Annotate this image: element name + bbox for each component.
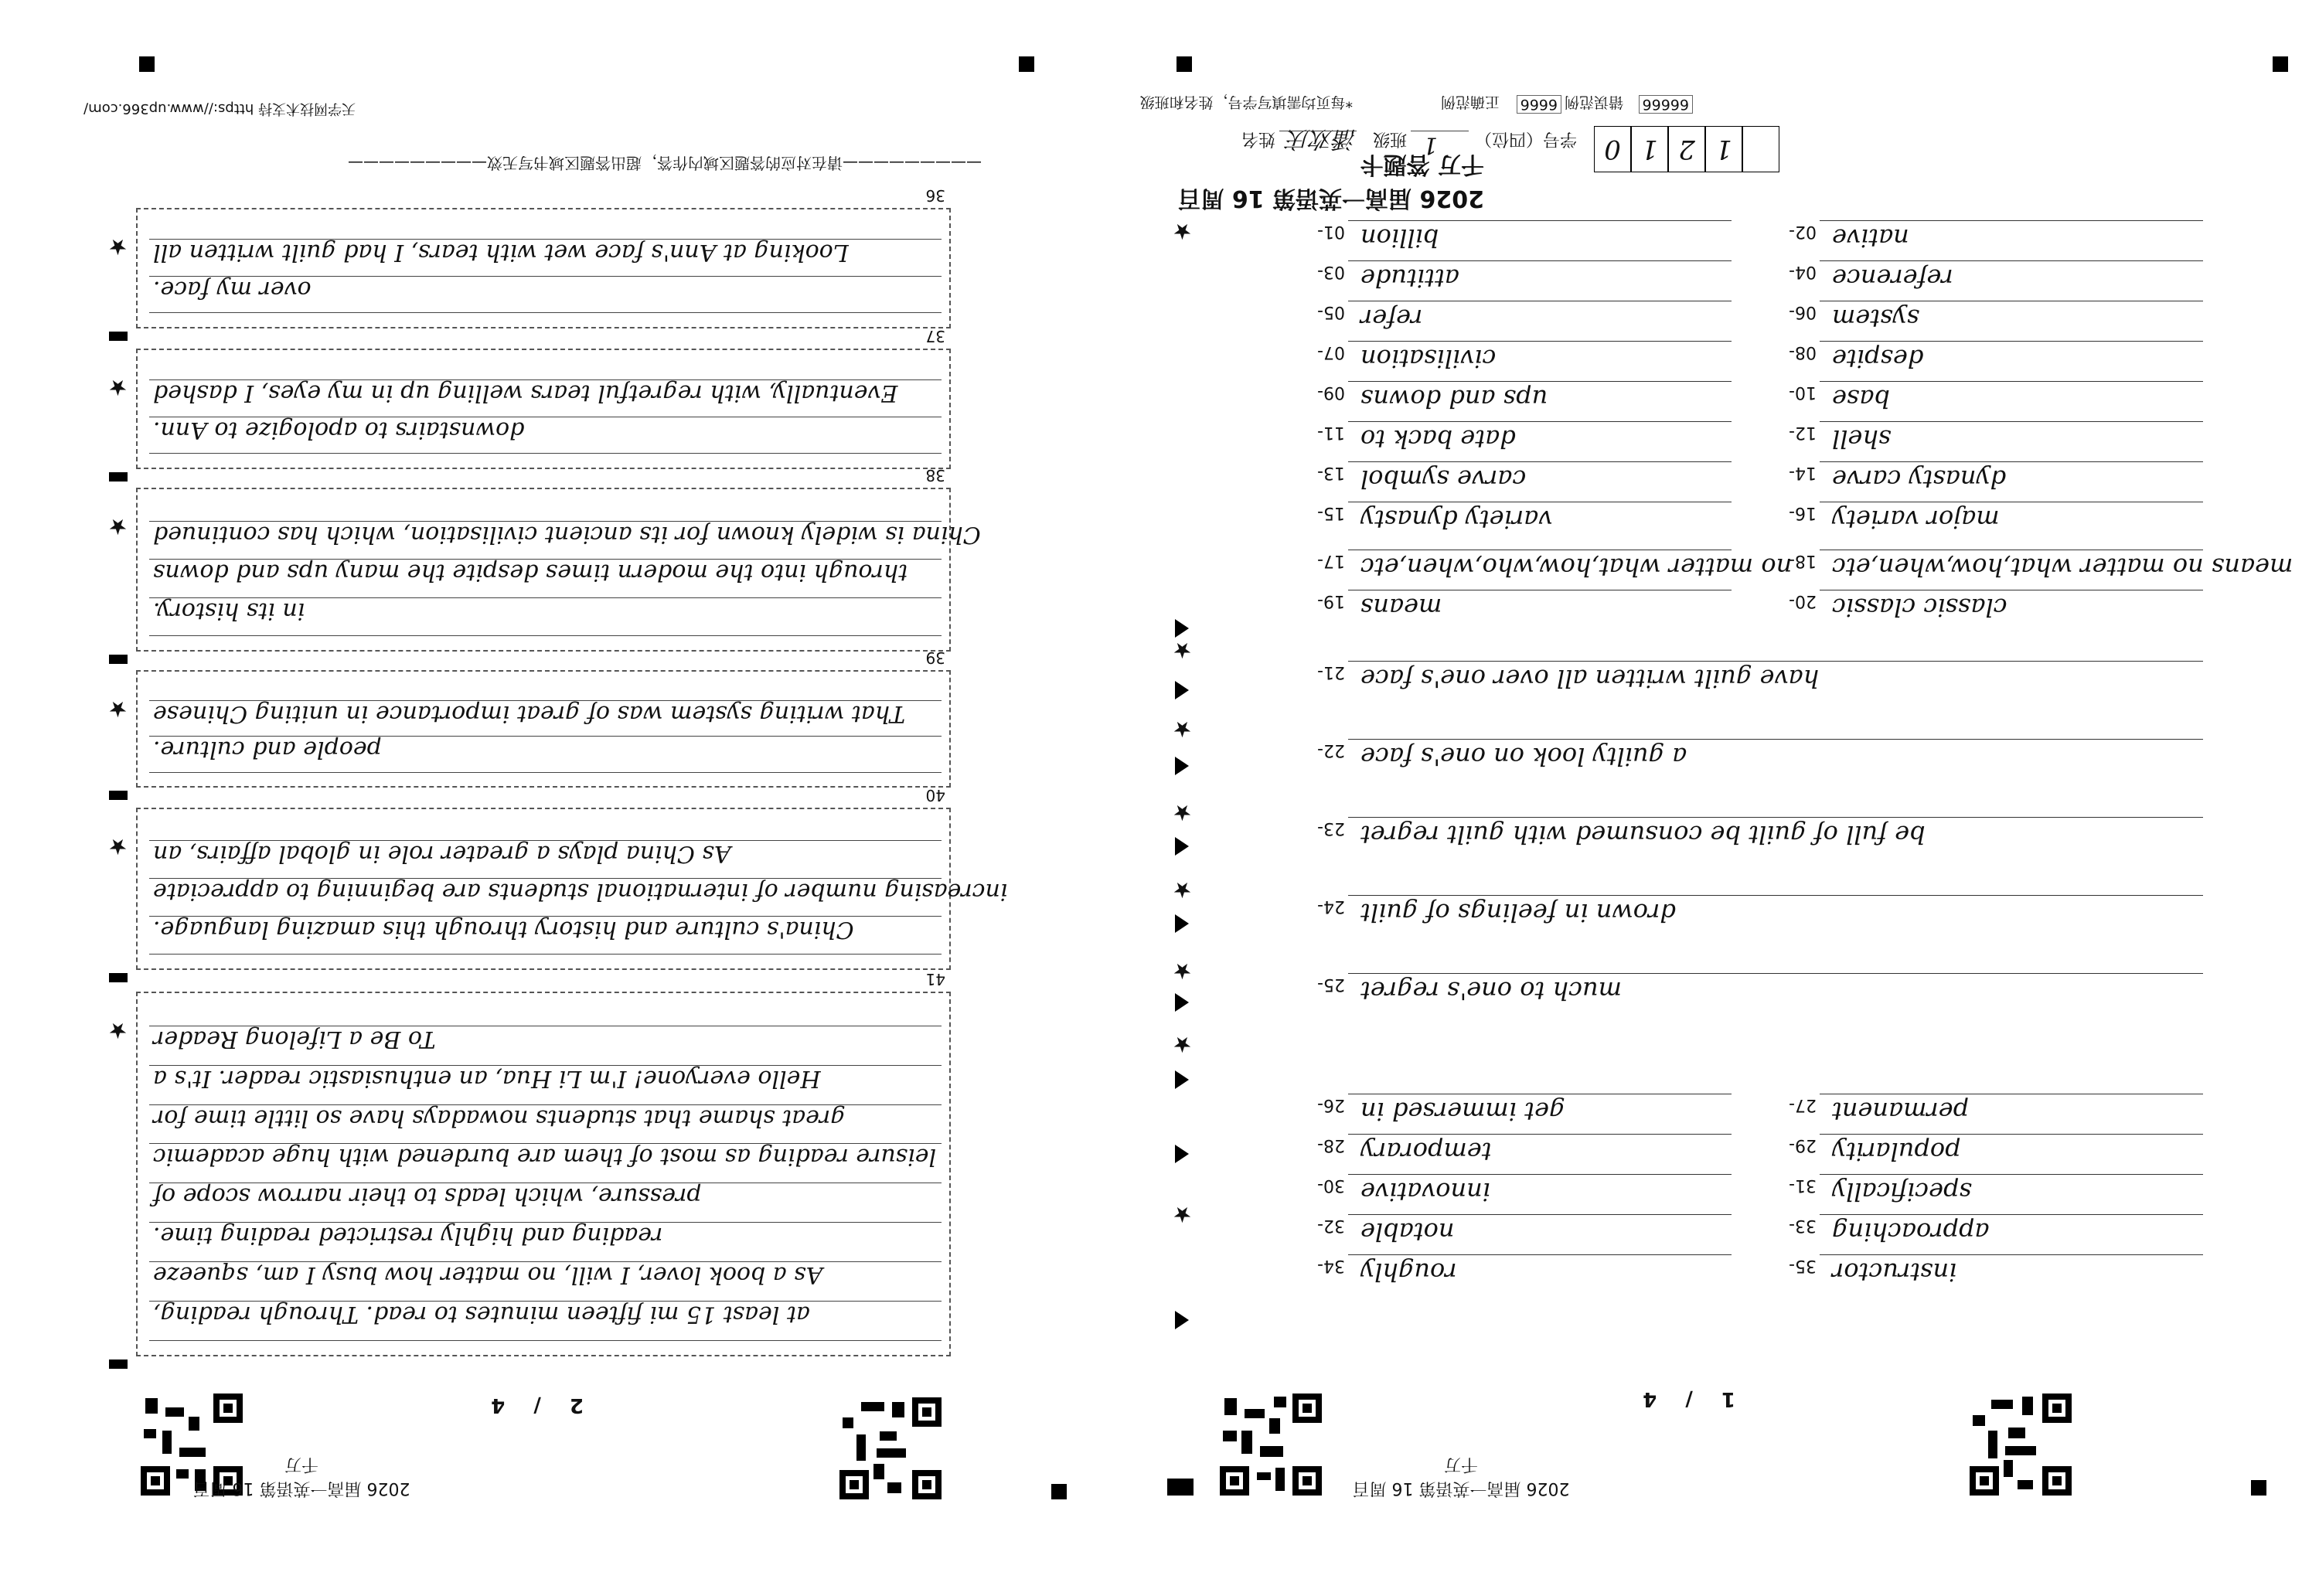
writing-line (149, 954, 942, 955)
registration-mark (1177, 56, 1192, 72)
handwritten-answer: much to one's regret (1360, 976, 1622, 1006)
answer-box-39 (136, 648, 951, 788)
answer-line (1348, 421, 1732, 422)
writing-line (149, 1340, 942, 1341)
answer-row (1770, 1211, 2203, 1245)
answer-row (1770, 587, 2203, 621)
answer-row (1299, 257, 1732, 291)
question-number: 26- (1317, 1095, 1345, 1114)
card-title: 2026 届高一英语第 16 周百千万 答题卡 (1177, 151, 1484, 212)
handwritten-answer: billion (1360, 223, 1439, 253)
question-number: 04- (1789, 262, 1817, 281)
answer-row (1299, 458, 1732, 492)
page-number: 2 / 4 (480, 1394, 584, 1417)
registration-mark (1051, 1484, 1067, 1499)
handwritten-answer: native (1832, 223, 1909, 253)
question-number: 02- (1789, 222, 1817, 241)
handwritten-line: leisure reading as most of them are burdened with huge academic (153, 1143, 937, 1171)
qr-code (1220, 1394, 1322, 1496)
question-number: 16- (1789, 503, 1817, 522)
fill-correct-label: 正确范例 (1440, 94, 1500, 111)
question-number: 15- (1317, 503, 1345, 522)
star-marker: ★ (1172, 1202, 1192, 1227)
qr-code (839, 1397, 942, 1499)
question-number: 25- (1317, 975, 1345, 994)
handwritten-line: That writing system was of great importance in uniting Chinese (153, 700, 906, 728)
answer-row (1299, 1251, 1732, 1285)
triangle-marker (1175, 837, 1189, 856)
answer-row (1770, 458, 2203, 492)
handwritten-answer: civilisation (1360, 344, 1497, 373)
answer-row (1299, 1131, 1732, 1165)
box-marker (109, 332, 128, 341)
box-number: 39 (925, 648, 945, 667)
name-value: 潘欢庆 (1287, 125, 1357, 152)
handwritten-line: Hello everyone! I'm Li Hua, an enthusiastic reader. It's a (153, 1064, 821, 1092)
star-marker: ★ (1172, 638, 1192, 663)
question-number: 28- (1317, 1135, 1345, 1155)
handwritten-answer: a guilty look on one's face (1360, 742, 1687, 771)
answer-row (1299, 546, 1793, 582)
qr-code (1970, 1394, 2072, 1496)
answer-line (1820, 461, 2203, 462)
question-number: 01- (1317, 222, 1345, 241)
id-digit-extra (1742, 126, 1779, 172)
handwritten-line: As China plays a greater role in global affairs, an (153, 840, 731, 868)
triangle-marker (1175, 914, 1189, 933)
registration-mark (139, 56, 155, 72)
question-number: 34- (1317, 1256, 1345, 1275)
question-number: 21- (1317, 662, 1345, 682)
question-number: 27- (1789, 1095, 1817, 1114)
handwritten-line: China is widely known for its ancient civilisation, which has continued (153, 520, 981, 548)
question-number: 19- (1317, 591, 1345, 611)
star-marker: ★ (1172, 800, 1192, 825)
id-digit-1: 0 (1594, 126, 1631, 172)
answer-box-36 (136, 186, 951, 328)
answer-line (1348, 260, 1732, 261)
question-number: 20- (1789, 591, 1817, 611)
answer-box-38 (136, 466, 981, 652)
handwritten-line: To Be a Lifelong Reader (153, 1025, 436, 1053)
question-number: 07- (1317, 342, 1345, 362)
answer-line (1820, 381, 2203, 382)
box-number: 36 (925, 186, 945, 205)
answer-line (1348, 381, 1732, 382)
answer-line (1820, 421, 2203, 422)
handwritten-line: over my face. (153, 276, 312, 303)
triangle-marker (1175, 1070, 1189, 1089)
question-number: 14- (1789, 463, 1817, 482)
handwritten-answer: have guilt written all over one's face (1360, 664, 1820, 693)
handwritten-answer: innovative (1360, 1177, 1490, 1206)
registration-mark (1019, 56, 1034, 72)
box-marker (109, 973, 128, 982)
answer-line (1348, 341, 1732, 342)
handwritten-line: at least 15 mi fifteen minutes to read. Through reading, (153, 1300, 810, 1328)
box-number: 38 (925, 466, 945, 485)
answer-row (1299, 1171, 1732, 1205)
answer-line (1348, 661, 2203, 662)
box-number: 41 (925, 970, 945, 989)
answer-line (1820, 260, 2203, 261)
registration-mark (2273, 56, 2288, 72)
answer-row (1770, 338, 2203, 372)
handwritten-line: in its history. (153, 597, 305, 624)
answer-sheet-page-1 (1139, 0, 2319, 1596)
answer-box-41 (136, 970, 951, 1356)
fill-wrong-label: 错误范例 (1564, 94, 1623, 111)
registration-mark (2251, 1480, 2266, 1496)
handwritten-line: China's culture and history through this amazing language. (153, 916, 854, 944)
answer-row (1299, 338, 1732, 372)
handwritten-answer: means (1360, 593, 1442, 622)
answer-line (1820, 1214, 2203, 1215)
star-marker: ★ (107, 1018, 128, 1043)
box-marker (109, 791, 128, 800)
writing-line (149, 772, 942, 773)
handwritten-answer: refer (1360, 304, 1423, 333)
answer-line (1348, 461, 1732, 462)
box-number: 40 (925, 786, 945, 805)
answer-row (1299, 1211, 1732, 1245)
star-marker: ★ (1172, 958, 1192, 984)
handwritten-answer: get immersed in (1360, 1097, 1565, 1126)
handwritten-answer: classic classic (1832, 593, 2007, 622)
question-number: 22- (1317, 740, 1345, 760)
answer-box-40 (136, 786, 1008, 970)
handwritten-answer: system (1832, 304, 1920, 333)
handwritten-line: Looking at Ann's face wet with tears, I had guilt written all (153, 239, 849, 267)
question-number: 32- (1317, 1216, 1345, 1235)
handwritten-answer: attitude (1360, 264, 1459, 293)
question-number: 12- (1789, 423, 1817, 442)
handwritten-answer: drown in feelings of guilt (1360, 898, 1676, 927)
answer-row (1770, 546, 2293, 582)
answer-row (1770, 1251, 2203, 1285)
answer-row (1299, 736, 2203, 770)
handwritten-answer: reference (1832, 264, 1953, 293)
answer-line (1348, 973, 2203, 974)
handwritten-line: pressure, which leads to their narrow scope of (153, 1183, 702, 1210)
question-number: 33- (1789, 1216, 1817, 1235)
answer-line (1820, 1254, 2203, 1255)
answer-row (1299, 1091, 1732, 1125)
handwritten-line: Eventually, with regretful tears welling up in my eyes, I dashed (153, 379, 898, 407)
triangle-marker (1175, 757, 1189, 775)
answer-area-instruction: —————————请在对应的答题区域内作答，超出答题区域书写无效————————— (348, 154, 982, 172)
handwritten-answer: specifically (1832, 1177, 1972, 1206)
star-marker: ★ (1172, 716, 1192, 742)
handwritten-answer: dynasty carve (1832, 465, 2007, 494)
answer-line (1820, 220, 2203, 221)
handwritten-answer: permanent (1832, 1097, 1970, 1126)
id-digit-3: 2 (1668, 126, 1705, 172)
fill-wrong-sample: 66666 (1639, 95, 1693, 114)
triangle-marker (1175, 1311, 1189, 1329)
question-number: 35- (1789, 1256, 1817, 1275)
sheet-header: 2026 届高一英语第 16 周百千万 (1352, 1455, 1570, 1498)
answer-line (1348, 1214, 1732, 1215)
star-marker: ★ (107, 696, 128, 722)
question-number: 11- (1317, 423, 1345, 442)
handwritten-answer: temporary (1360, 1137, 1492, 1166)
question-number: 03- (1317, 262, 1345, 281)
star-marker: ★ (107, 834, 128, 859)
answer-row (1770, 1171, 2203, 1205)
answer-line (1820, 1134, 2203, 1135)
handwritten-line: As a book lover, I will, no matter how busy I am, squeeze (153, 1261, 823, 1289)
question-number: 06- (1789, 302, 1817, 322)
answer-row (1299, 499, 1732, 533)
instruction-top: *每页均需填写学号，姓名和班级 (1139, 94, 1353, 111)
question-number: 30- (1317, 1176, 1345, 1195)
handwritten-line: reading and highly restricted reading time. (153, 1222, 663, 1250)
question-number: 13- (1317, 463, 1345, 482)
answer-row (1770, 378, 2203, 412)
star-marker: ★ (107, 375, 128, 400)
answer-row (1770, 1091, 2203, 1125)
answer-line (1348, 1174, 1732, 1175)
question-number: 23- (1317, 818, 1345, 838)
sheet-header: 2026 届高一英语第 16 周百千万 (192, 1455, 410, 1498)
triangle-marker (1175, 1145, 1189, 1163)
question-number: 05- (1317, 302, 1345, 322)
handwritten-answer: ups and downs (1360, 384, 1548, 413)
answer-row (1299, 970, 2203, 1004)
handwritten-line: people and culture. (153, 736, 382, 764)
box-marker (109, 1359, 128, 1369)
answer-row (1770, 1131, 2203, 1165)
triangle-marker (1175, 993, 1189, 1012)
answer-row (1299, 587, 1732, 621)
answer-row (1770, 298, 2203, 332)
answer-line (1820, 1174, 2203, 1175)
handwritten-answer: base (1832, 384, 1890, 413)
id-digit-4: 1 (1705, 126, 1742, 172)
handwritten-answer: shell (1832, 424, 1892, 454)
handwritten-answer: date back to (1360, 424, 1516, 454)
star-marker: ★ (107, 514, 128, 539)
handwritten-answer: no matter what,how,who,when,etc (1360, 553, 1793, 582)
answer-row (1299, 658, 2203, 692)
handwritten-answer: major variety (1832, 505, 2000, 534)
handwritten-answer: instructor (1832, 1257, 1957, 1287)
answer-row (1299, 892, 2203, 926)
id-digit-2: 1 (1631, 126, 1668, 172)
footer-credit: 天学网技术支持 https://www.up366.com/ (83, 100, 356, 117)
page-number: 1 / 4 (1632, 1387, 1735, 1411)
student-id-label: 学号（四位） (1474, 129, 1577, 148)
answer-line (1348, 1254, 1732, 1255)
handwritten-line: downstairs to apologize to Ann. (153, 417, 525, 444)
handwritten-line: great shame that students nowadays have so little time for (153, 1104, 846, 1131)
star-marker: ★ (107, 234, 128, 260)
handwritten-line: through into the modern times despite the many ups and downs (153, 559, 908, 587)
fill-correct-sample: 6666 (1517, 95, 1561, 114)
answer-line (1348, 1134, 1732, 1135)
star-marker: ★ (1172, 1032, 1192, 1057)
writing-line (149, 313, 942, 314)
name-label: 姓名 (1241, 129, 1275, 148)
handwritten-answer: approaching (1832, 1217, 1990, 1247)
registration-mark (1167, 1479, 1194, 1496)
box-marker (109, 472, 128, 482)
question-number: 17- (1317, 551, 1345, 570)
question-number: 18- (1789, 551, 1817, 570)
answer-row (1299, 378, 1732, 412)
question-number: 08- (1789, 342, 1817, 362)
box-marker (109, 655, 128, 664)
handwritten-line: increasing number of international students are beginning to appreciate (153, 878, 1008, 906)
handwritten-answer: roughly (1360, 1257, 1457, 1287)
answer-row (1770, 499, 2203, 533)
handwritten-answer: popularity (1832, 1137, 1961, 1166)
answer-row (1299, 298, 1732, 332)
answer-line (1348, 220, 1732, 221)
answer-row (1770, 418, 2203, 452)
handwritten-answer: carve symbol (1360, 465, 1527, 494)
handwritten-answer: despite (1832, 344, 1924, 373)
question-number: 24- (1317, 897, 1345, 916)
handwritten-answer: notable (1360, 1217, 1455, 1247)
answer-line (1348, 895, 2203, 896)
handwritten-answer: means no matter what,how,when,etc (1832, 553, 2293, 582)
answer-row (1770, 257, 2203, 291)
star-marker: ★ (1172, 877, 1192, 903)
answer-box-37 (136, 327, 951, 469)
writing-line (149, 635, 942, 636)
class-value: 1 (1422, 131, 1438, 158)
answer-line (1348, 739, 2203, 740)
answer-line (1820, 341, 2203, 342)
handwritten-answer: be full of guilt be consumed with guilt regret (1360, 820, 1926, 849)
box-number: 37 (925, 327, 945, 345)
answer-line (1348, 817, 2203, 818)
question-number: 31- (1789, 1176, 1817, 1195)
answer-row (1299, 418, 1732, 452)
triangle-marker (1175, 681, 1189, 699)
answer-row (1299, 217, 1732, 251)
star-marker: ★ (1172, 219, 1192, 244)
answer-row (1770, 217, 2203, 251)
question-number: 09- (1317, 383, 1345, 402)
answer-row (1299, 814, 2203, 848)
handwritten-answer: variety dynasty (1360, 505, 1553, 534)
triangle-marker (1175, 619, 1189, 638)
question-number: 29- (1789, 1135, 1817, 1155)
question-number: 10- (1789, 383, 1817, 402)
class-label: 班级 (1372, 129, 1407, 148)
